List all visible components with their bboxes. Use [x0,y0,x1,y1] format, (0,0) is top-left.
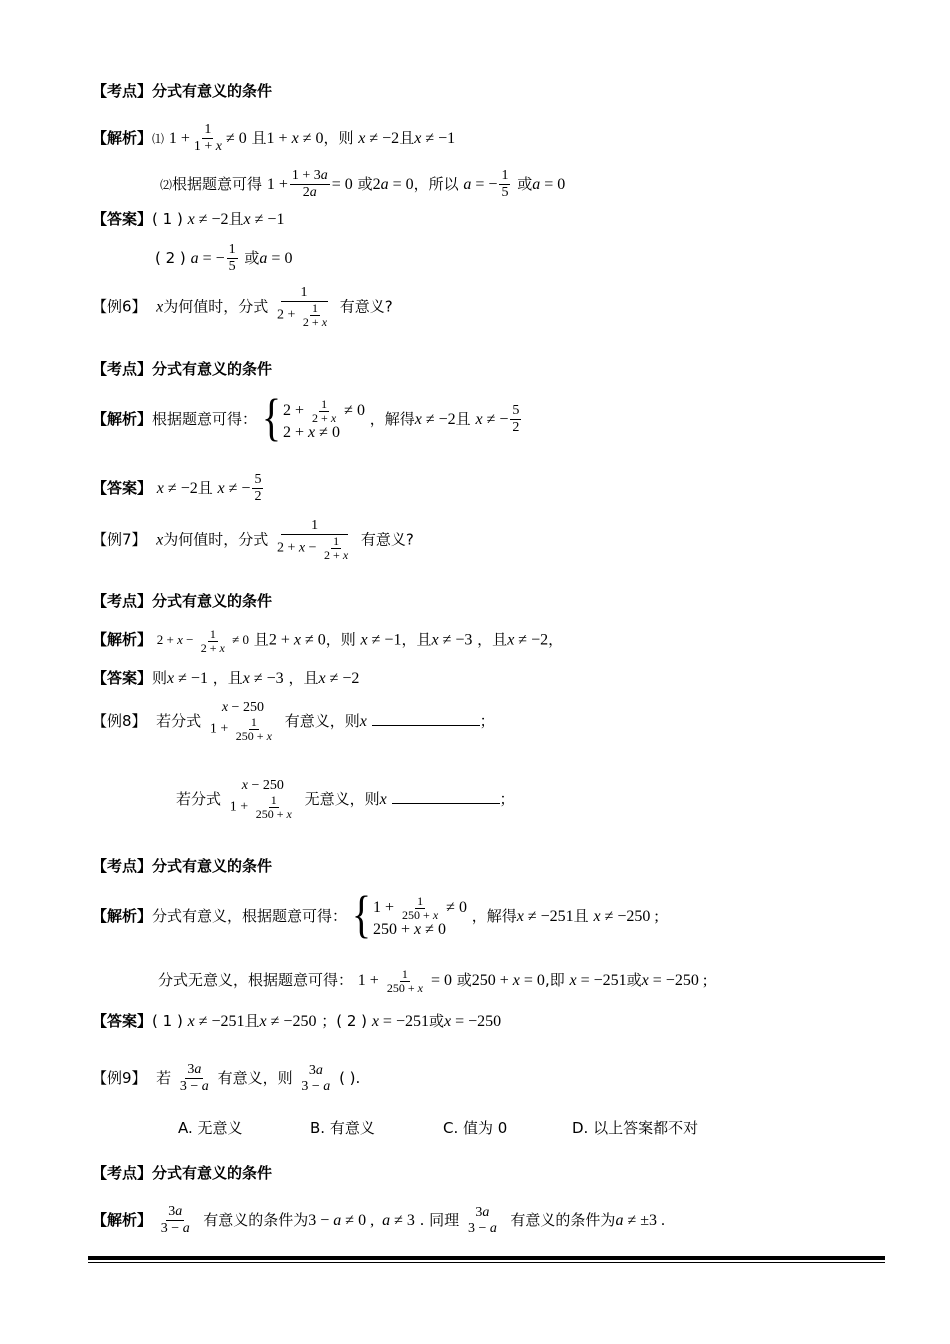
kaodian-1: 【考点】分式有意义的条件 [92,82,273,100]
jiexi-8-line2: 分式无意义，根据题意可得： 1 + $\frac{1}{250 + x}$ = 0 或250 + x = 0,即 x = −251或x = −250 ; [158,967,708,995]
jiexi-7: 【解析】 2 + x − $\frac{1}{2 + x}$ ≠ 0 且2 + x ≠ 0，则 x ≠ −1，且x ≠ −3 ，且x ≠ −2， [92,627,564,655]
footer-rule-thin [88,1262,885,1263]
option-d: D. 以上答案都不对 [572,1119,699,1137]
example-6-question: 【例6】 x为何值时，分式 1 2 + $\frac{1}{2 + x}$ 有意义? [92,285,393,329]
kaodian-4: 【考点】分式有意义的条件 [92,857,273,875]
example-8-question-2: 若分式 x − 250 1 + $\frac{1}{250 + x}$ 无意义，则x ； [176,778,515,821]
jiexi-1-line1: 【解析】⑴ 1 + $\frac{1}{1 + x}$ ≠ 0 且1 + x ≠ 0，则 x ≠ −2且x ≠ −1 [92,122,456,154]
jiexi-8-line1: 【解析】分式有意义，根据题意可得： { 1 + $\frac{1}{250 + x}$ ≠ 0 250 + x ≠ 0 ，解得x ≠ −251且 x ≠ −250 ; [92,884,659,944]
jiexi-1-line2: ⑵根据题意可得 1 + $\frac{1 + 3a}{2a}$ = 0 或2a = 0，所以 a = − $\frac{1}{5}$ 或a = 0 [160,168,566,200]
kaodian-2: 【考点】分式有意义的条件 [92,360,273,378]
kaodian-3: 【考点】分式有意义的条件 [92,592,273,610]
jiexi-6: 【解析】根据题意可得： { 2 + $\frac{1}{2 + x}$ ≠ 0 2 + x ≠ 0 ，解得x ≠ −2且 x ≠ − $\frac{5}{2}$ [92,387,520,447]
option-c: C. 值为 0 [443,1119,508,1137]
daan-7: 【答案】则x ≠ −1 ，且x ≠ −3 ，且x ≠ −2 [92,669,360,687]
footer-rule-thick [88,1256,885,1260]
option-b: B. 有意义 [310,1119,375,1137]
daan-6: 【答案】 x ≠ −2且 x ≠ − $\frac{5}{2}$ [92,472,262,504]
jiexi-9: 【解析】 $\frac{3a}{3 - a}$ 有意义的条件为3 − a ≠ 0 , a ≠ 3 . 同理 3a 3 − a 有意义的条件为a ≠ ±3 . [92,1204,665,1236]
daan-1-line1: 【答案】( 1 ) x ≠ −2且x ≠ −1 [92,210,285,228]
kaodian-5: 【考点】分式有意义的条件 [92,1164,273,1182]
daan-1-line2: ( 2 ) a = − $\frac{1}{5}$ 或a = 0 [155,242,293,274]
daan-8: 【答案】( 1 ) x ≠ −251且x ≠ −250 ；( 2 ) x = −251或x = −250 [92,1012,502,1030]
example-8-question-1: 【例8】 若分式 x − 250 1 + $\frac{1}{250 + x}$ 有意义，则x ； [92,700,495,743]
example-7-question: 【例7】 x为何值时，分式 1 2 + x − $\frac{1}{2 + x}$ 有意义? [92,518,414,562]
option-a: A. 无意义 [178,1119,243,1137]
example-9-question: 【例9】 若 $\frac{3a}{3 - a}$ 有意义，则 3a 3 − a ( ). [92,1062,361,1094]
